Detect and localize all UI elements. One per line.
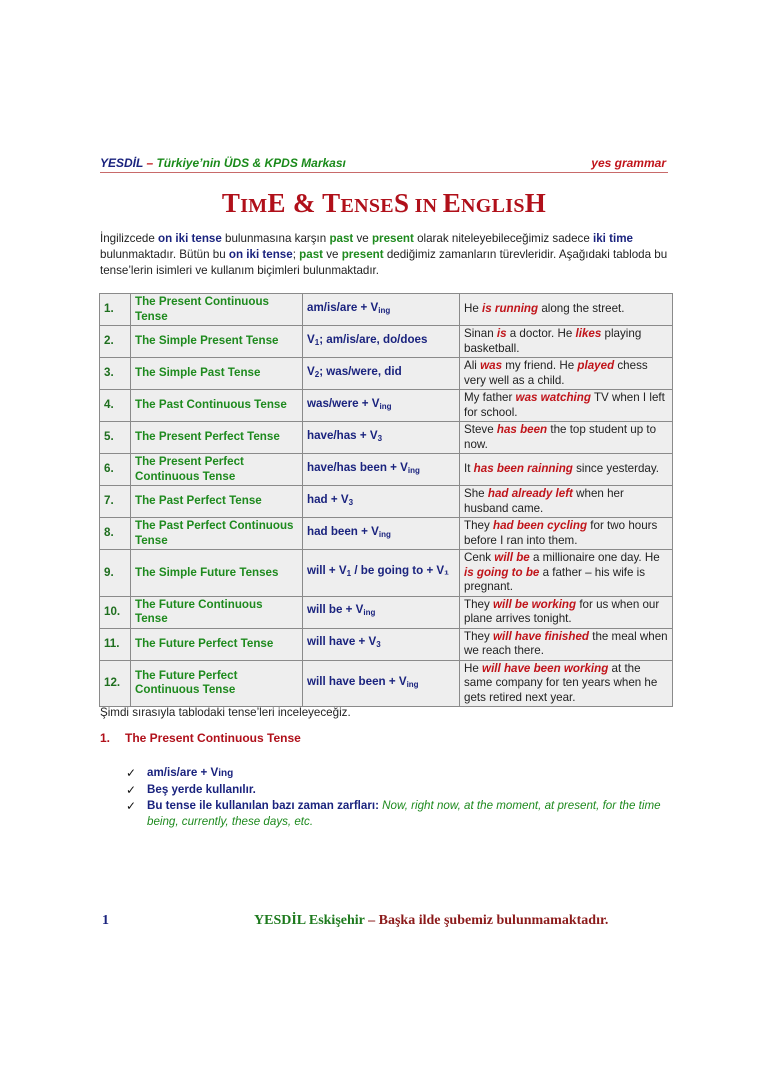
example-text: chess very well as a child. [464,359,648,387]
intro-text: bulunmasına karşın [221,232,330,245]
section-title: The Present Continuous Tense [125,731,301,745]
table-row [100,596,673,628]
table-row [100,390,673,422]
example-verb: is running [482,302,539,316]
header-brand: YESDİL [100,156,144,170]
example-text: Cenk [464,551,495,564]
example-text: my friend. He [502,359,578,372]
example-text: Ali [464,359,481,372]
table-row [100,326,673,358]
formula-subscript: ing [379,401,392,411]
checkmark-icon: ✓ [126,783,137,797]
tense-number: 11. [100,628,131,660]
checkmark-icon: ✓ [126,799,137,813]
example-text: the meal when we reach there. [464,629,668,657]
formula-text: have/has been + V [307,460,408,474]
header-dash: – [143,156,157,170]
tense-formula [303,486,460,518]
tense-example [460,326,673,358]
formula-subscript: ing [378,529,391,539]
footer-note: – Başka ilde şubemiz bulunmamaktadır. [364,913,609,928]
example-text: They [464,629,493,643]
intro-paragraph [100,231,675,279]
intro-highlight: present [371,232,414,245]
tense-formula [303,518,460,550]
example-text: when her husband came. [464,487,624,515]
example-text: since yesterday. [572,462,660,476]
tense-name: The Present Perfect Tense [131,422,303,454]
example-text: playing basketball. [464,327,642,355]
intro-highlight: on iki tense [158,232,222,245]
tense-name: The Future Continuous Tense [131,596,303,628]
formula-subscript: ing [363,608,376,618]
tense-example [460,486,673,518]
intro-highlight: past [329,232,354,245]
header-right: yes grammar [591,156,666,170]
checklist-item [126,782,671,798]
intro-highlight: iki time [593,232,633,245]
checklist [126,765,671,830]
example-text: Sinan [464,327,497,340]
example-verb: had already left [487,487,573,500]
checklist-item [126,798,671,830]
table-row [100,422,673,454]
formula-text: V [307,332,315,346]
formula-subscript: ing [378,305,391,315]
formula-text: V [307,364,315,378]
tense-name: The Future Perfect Tense [131,628,303,660]
formula-text: will have been + V [307,674,407,688]
formula-text: will + V [307,564,347,577]
intro-text: ve [353,232,372,245]
formula-tail: ; was/were, did [319,364,402,378]
example-text: at the same company for ten years when he gets retired next year. [464,661,658,704]
intro-text: ve [323,248,342,261]
tense-number: 3. [100,358,131,390]
example-text: It [464,462,474,476]
tense-example [460,294,673,326]
tense-number: 8. [100,518,131,550]
tense-example [460,422,673,454]
intro-highlight: present [341,248,384,261]
tense-name: The Simple Future Tenses [131,550,303,597]
example-verb: was [480,359,503,372]
tense-example [460,358,673,390]
tense-number: 10. [100,596,131,628]
tense-example [460,660,673,707]
formula-subscript: 1 [346,569,352,578]
tense-formula [303,358,460,390]
tense-number: 7. [100,486,131,518]
tense-name: The Simple Present Tense [131,326,303,358]
example-text: TV when I left for school. [464,391,665,419]
footer-brand: YESDİL Eskişehir [254,913,365,928]
intro-text: olarak niteleyebileceğimiz sadece [413,232,594,245]
formula-subscript: 3 [348,497,354,507]
formula-subscript: 1 [314,337,320,347]
formula-subscript: ing [406,679,419,689]
example-verb: is [496,327,507,340]
formula-text: am/is/are + V [307,300,379,314]
tense-name: The Past Perfect Continuous Tense [131,518,303,550]
tense-number: 12. [100,660,131,707]
title-part: E [442,188,462,218]
formula-subscript: 3 [376,640,381,650]
intro-text: bulunmaktadır. Bütün bu [100,248,229,261]
tenses-table-body [100,294,673,707]
tense-name: The Present Continuous Tense [131,294,303,326]
example-verb: has been rainning [473,462,573,476]
intro-text: ; [292,248,300,261]
example-verb: will have been working [482,661,609,675]
title-part: ENSE [340,195,394,217]
tense-number: 6. [100,454,131,486]
example-verb: will have finished [493,629,589,643]
example-text: They [464,597,493,611]
tense-formula [303,422,460,454]
tense-example [460,390,673,422]
checklist-text: am/is/are + Ving [147,766,234,779]
intro-highlight: on iki tense [228,248,293,261]
table-row [100,628,673,660]
intro-text: İngilizcede [100,232,159,245]
tense-formula [303,390,460,422]
tense-number: 9. [100,550,131,597]
example-text: the top student up to now. [464,423,657,451]
table-row [100,454,673,486]
table-row [100,550,673,597]
title-part: NGLIS [461,195,525,217]
formula-text: have/has + V [307,428,378,442]
tense-example [460,454,673,486]
footer-text [254,913,608,929]
table-row [100,294,673,326]
title-part: H [524,188,547,218]
formula-subscript: ing [407,465,420,475]
checklist-text: Bu tense ile kullanılan bazı zaman zarfları: [147,799,383,812]
example-text: for us when our plane arrives tonight. [464,597,660,625]
table-row [100,486,673,518]
checkmark-icon: ✓ [126,766,137,780]
example-text: for two hours before I ran into them. [464,519,658,547]
formula-text: had + V [307,492,349,506]
tense-example [460,550,673,597]
title-part: S [393,188,410,218]
tense-name: The Past Continuous Tense [131,390,303,422]
intro-text: dediğimiz zamanların türevleridir. Aşağıdaki tabloda bu tense’lerin isimleri ve kullanım biçimleri bulunmaktadır. [100,248,668,277]
intro-highlight: past [299,248,324,261]
tense-number: 5. [100,422,131,454]
example-verb: likes [575,327,602,340]
formula-tail: / be going to + V₁ [351,564,449,577]
example-text: He [464,661,483,675]
formula-subscript: 3 [377,433,383,443]
example-verb: will be working [493,597,577,611]
tense-example [460,628,673,660]
example-verb: will be [494,551,530,564]
title-part: T [221,188,241,218]
example-verb: had been cycling [493,519,588,532]
tense-number: 2. [100,326,131,358]
example-text: along the street. [538,302,625,316]
tense-number: 4. [100,390,131,422]
checklist-item [126,765,671,782]
formula-text: will have + V [307,635,377,649]
table-row [100,518,673,550]
title-part: IN [409,195,443,217]
tense-name: The Simple Past Tense [131,358,303,390]
example-text: Steve [464,423,497,436]
table-row [100,660,673,707]
page-header [100,156,668,173]
table-row [100,358,673,390]
tense-formula [303,660,460,707]
tense-formula [303,326,460,358]
formula-tail: ; am/is/are, do/does [319,332,428,346]
title-part: E [267,188,286,218]
example-text: a father – his wife is pregnant. [464,565,646,593]
example-text: He [464,302,483,316]
section-number: 1. [100,731,111,745]
tense-formula [303,454,460,486]
tense-name: The Present Perfect Continuous Tense [131,454,303,486]
formula-text: will be + V [307,603,364,617]
formula-text: was/were + V [307,396,380,410]
page-title [0,188,768,219]
tense-name: The Past Perfect Tense [131,486,303,518]
formula-text: had been + V [307,524,379,538]
header-tagline: Türkiye’nin ÜDS & KPDS Markası [156,156,346,170]
title-part: IM [240,195,268,217]
formula-subscript: 2 [314,369,320,379]
section-heading [100,731,301,745]
tense-formula [303,628,460,660]
tense-name: The Future Perfect Continuous Tense [131,660,303,707]
example-text: a millionaire one day. He [529,551,660,564]
example-text: They [464,519,493,532]
tense-example [460,518,673,550]
transition-sentence: Şimdi sırasıyla tablodaki tense’leri inceleyeceğiz. [100,706,351,719]
checklist-adverbs: Now, right now, at the moment, at present, for the time being, currently, these days, etc. [147,799,661,828]
example-verb: is going to be [464,565,540,579]
example-text: She [464,487,488,500]
tense-number: 1. [100,294,131,326]
example-verb: played [577,359,615,372]
checklist-text: Beş yerde kullanılır. [147,783,256,796]
page-number: 1 [102,913,109,928]
tense-formula [303,550,460,597]
example-verb: was watching [515,391,591,404]
example-verb: has been [496,423,548,436]
tense-example [460,596,673,628]
tenses-table [99,293,673,707]
example-text: a doctor. He [506,327,576,340]
title-part: & T [285,188,341,218]
tense-formula [303,596,460,628]
tense-formula [303,294,460,326]
example-text: My father [464,391,516,404]
